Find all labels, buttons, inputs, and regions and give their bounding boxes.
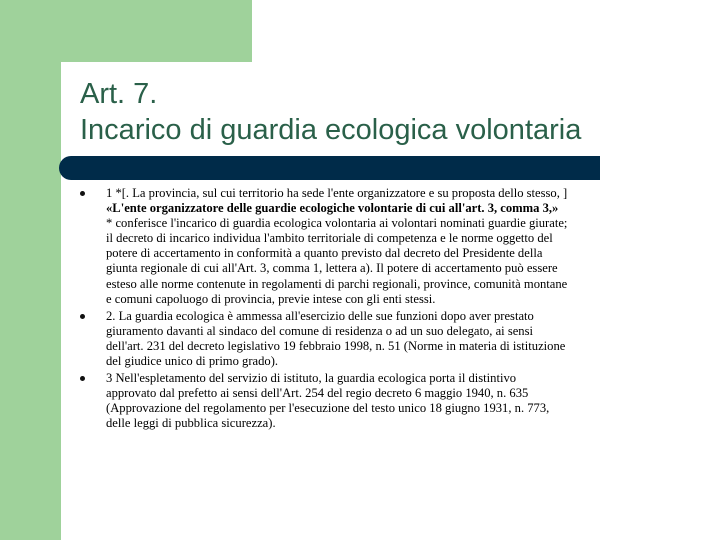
bullet-dot-icon [80, 314, 85, 319]
paragraph-line [106, 309, 695, 324]
slide-title [80, 76, 700, 148]
title-line-1: Art. 7. [80, 78, 158, 110]
paragraph-line [106, 246, 695, 261]
text-run: del giudice unico di primo grado). [106, 354, 279, 369]
paragraph-line [106, 231, 695, 246]
paragraph-line [106, 416, 695, 431]
text-run: 2. La guardia ecologica è ammessa all'esercizio delle sue funzioni dopo aver prestato [106, 308, 534, 323]
paragraph-line [106, 261, 695, 276]
text-run: il decreto di incarico individua l'ambito territoriale di competenza e le norme oggetto del [106, 231, 553, 246]
title-line-2: Incarico di guardia ecologica volontaria [80, 114, 582, 146]
paragraph-line [106, 186, 695, 201]
paragraph-line [106, 401, 695, 416]
text-run: 3 Nell'espletamento del servizio di istituto, la guardia ecologica porta il distintivo [106, 371, 517, 386]
paragraph-line [106, 339, 695, 354]
text-run: dell'art. 231 del decreto legislativo 19 febbraio 1998, n. 51 (Norme in materia di istituzione [106, 338, 566, 353]
text-run: approvato dal prefetto ai sensi dell'Art. 254 del regio decreto 6 maggio 1940, n. 635 [106, 386, 529, 401]
list-item [80, 371, 695, 431]
bullet-list [80, 186, 695, 432]
paragraph-line [106, 292, 695, 307]
text-run: esteso alle norme contenute in regolamenti di parchi regionali, province, comunità montane [106, 276, 568, 291]
paragraph-line [106, 371, 695, 386]
text-run: e comuni capoluogo di provincia, previe intese con gli enti stessi. [106, 291, 436, 306]
list-item [80, 186, 695, 307]
text-run: 1 *[. La provincia, sul cui territorio ha sede l'ente organizzatore e su proposta dello stesso, ] [106, 186, 568, 200]
paragraph-line [106, 324, 695, 339]
paragraph-line [106, 277, 695, 292]
bold-text: «L'ente organizzatore delle guardie ecologiche volontarie di cui all'art. 3, comma 3,» [106, 201, 559, 216]
text-run: giunta regionale di cui all'Art. 3, comma 1, lettera a). Il potere di accertamento può essere [106, 261, 558, 276]
paragraph-line [106, 216, 695, 231]
paragraph-line [106, 201, 695, 216]
bullet-dot-icon [80, 376, 85, 381]
left-accent-band [0, 0, 61, 540]
text-run: delle leggi di pubblica sicurezza). [106, 416, 276, 431]
top-accent-band [0, 0, 252, 62]
text-run: * conferisce l'incarico di guardia ecologica volontaria ai volontari nominati guardie giurate; [106, 216, 568, 231]
bullet-dot-icon [80, 191, 85, 196]
paragraph-line [106, 354, 695, 369]
text-run: (Approvazione del regolamento per l'esecuzione del testo unico 18 giugno 1931, n. 773, [106, 401, 550, 416]
list-item [80, 309, 695, 369]
title-divider-bar [59, 156, 600, 180]
text-run: potere di accertamento in conformità a quanto previsto dal decreto del Presidente della [106, 246, 543, 261]
paragraph-line [106, 386, 695, 401]
text-run: giuramento davanti al sindaco del comune di residenza o ad un suo delegato, ai sensi [106, 323, 534, 338]
